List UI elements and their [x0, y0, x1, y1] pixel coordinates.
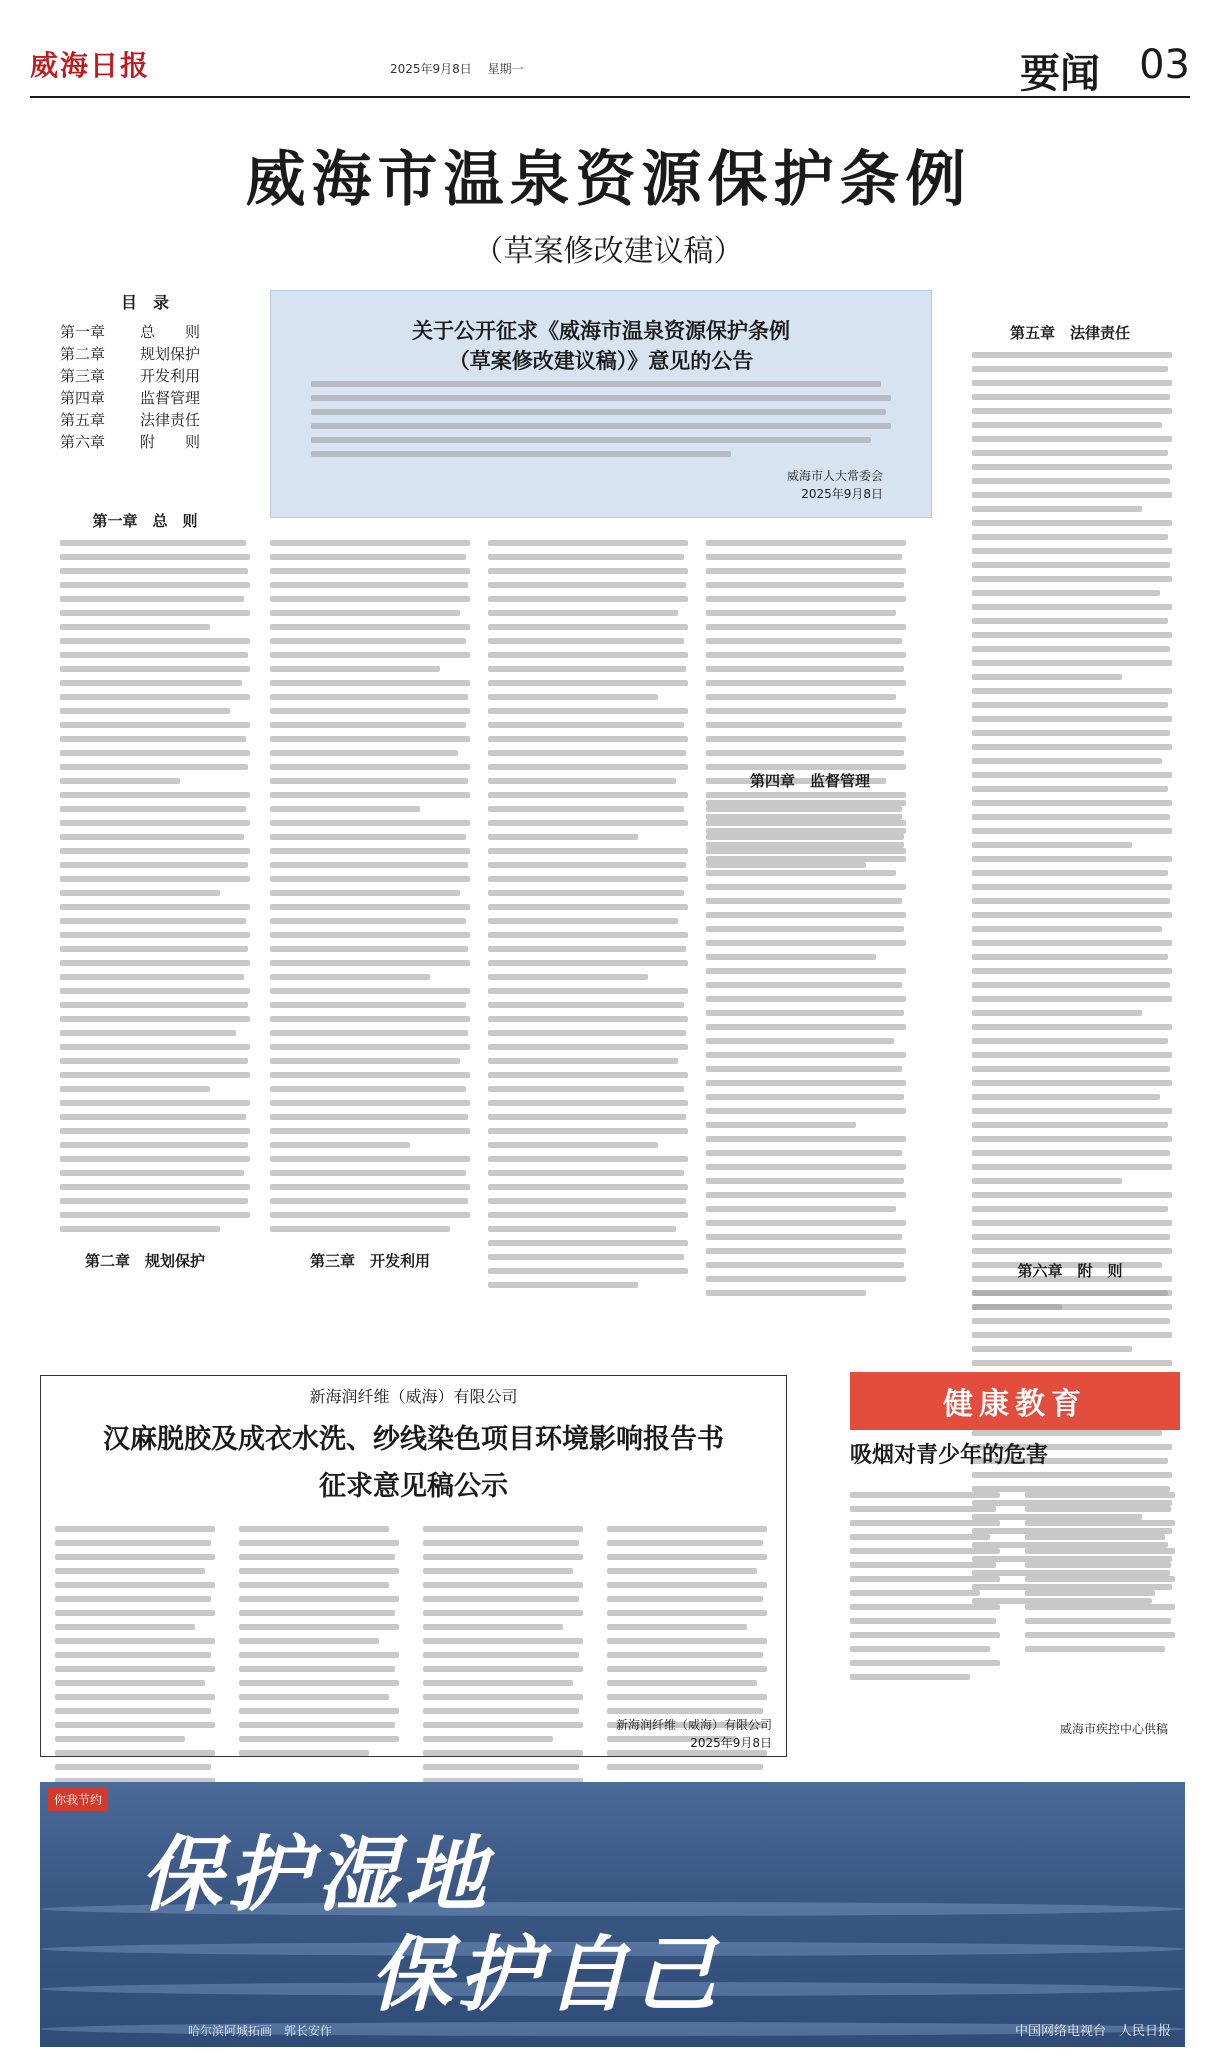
page-number: 03: [1139, 42, 1190, 88]
health-col-1-placeholder: [850, 1492, 1000, 1688]
article-title: 威海市温泉资源保护条例: [245, 145, 972, 215]
chapter-heading: 第六章 附 则: [1017, 1262, 1123, 1280]
ad-headline-line-2: 征求意见稿公示: [319, 1471, 508, 1502]
newspaper-logo: 威海日报: [30, 49, 151, 82]
notice-body-placeholder: [311, 381, 891, 465]
toc-heading: 目 录: [120, 293, 169, 312]
chapter-heading: 第三章 开发利用: [309, 1252, 430, 1270]
chapter-heading: 第一章 总 则: [92, 512, 198, 530]
chapter-heading: 第五章 法律责任: [1009, 324, 1130, 342]
public-notice-box: [270, 290, 932, 518]
poster-badge: 你我节约: [48, 1788, 108, 1811]
toc-chapter: 第六章: [60, 433, 106, 451]
section-name: 要闻: [1020, 50, 1100, 97]
notice-date: 2025年9月8日: [801, 487, 883, 501]
ad-date: 2025年9月8日: [690, 1736, 772, 1750]
ad-signer: 新海润纤维（威海）有限公司: [615, 1718, 772, 1732]
column-4-lower-placeholder: [706, 800, 906, 1304]
poster-credit: 哈尔滨阿城拓画 郭长安作: [188, 2024, 333, 2038]
masthead: [30, 38, 1190, 98]
health-col-2-placeholder: [1025, 1492, 1175, 1660]
wetland-poster: [40, 1782, 1185, 2047]
column-5-end-placeholder: [972, 1290, 1172, 1318]
issue-weekday: 星期一: [487, 62, 524, 76]
toc-name: 法律责任: [140, 411, 201, 429]
poster-footer: 中国网络电视台 人民日报: [1014, 2024, 1171, 2039]
toc-row: [60, 387, 230, 409]
toc-row: [60, 365, 230, 387]
column-2-placeholder: [270, 540, 470, 1240]
toc-row: [60, 409, 230, 431]
ad-company-name: 新海润纤维（威海）有限公司: [309, 1387, 518, 1406]
toc-name: 总 则: [140, 323, 201, 341]
poster-slogan-line-2: 保护自己: [370, 1927, 722, 2023]
table-of-contents: [60, 290, 230, 453]
notice-signer: 威海市人大常委会: [786, 469, 883, 483]
toc-name: 规划保护: [140, 345, 201, 363]
toc-name: 附 则: [140, 433, 201, 451]
notice-title-line-2: （草案修改建议稿）》意见的公告: [448, 348, 754, 373]
column-1-placeholder: [60, 540, 250, 1240]
chapter-heading: 第二章 规划保护: [84, 1252, 205, 1270]
notice-title-line-1: 关于公开征求《威海市温泉资源保护条例: [412, 318, 790, 343]
health-article-title: 吸烟对青少年的危害: [850, 1442, 1049, 1468]
toc-name: 开发利用: [140, 367, 201, 385]
toc-row: [60, 321, 230, 343]
toc-name: 监督管理: [140, 389, 201, 407]
toc-row: [60, 431, 230, 453]
column-3-placeholder: [488, 540, 688, 1296]
toc-row: [60, 343, 230, 365]
toc-chapter: 第一章: [60, 323, 106, 341]
ad-col-3-placeholder: [423, 1526, 583, 1806]
toc-chapter: 第二章: [60, 345, 106, 363]
chapter-heading: 第四章 监督管理: [749, 772, 870, 790]
issue-meta: [390, 60, 524, 77]
ad-headline-line-1: 汉麻脱胶及成衣水洗、纱线染色项目环境影响报告书: [103, 1424, 724, 1455]
toc-chapter: 第五章: [60, 411, 106, 429]
health-education-banner: 健康教育: [850, 1372, 1180, 1430]
toc-chapter: 第三章: [60, 367, 106, 385]
ad-col-2-placeholder: [239, 1526, 399, 1764]
toc-chapter: 第四章: [60, 389, 106, 407]
health-signer: 威海市疾控中心供稿: [1060, 1722, 1169, 1736]
poster-slogan-line-1: 保护湿地: [140, 1827, 492, 1923]
environmental-notice-ad: [40, 1375, 787, 1757]
issue-date: 2025年9月8日: [390, 62, 472, 76]
article-subtitle: （草案修改建议稿）: [473, 234, 744, 269]
